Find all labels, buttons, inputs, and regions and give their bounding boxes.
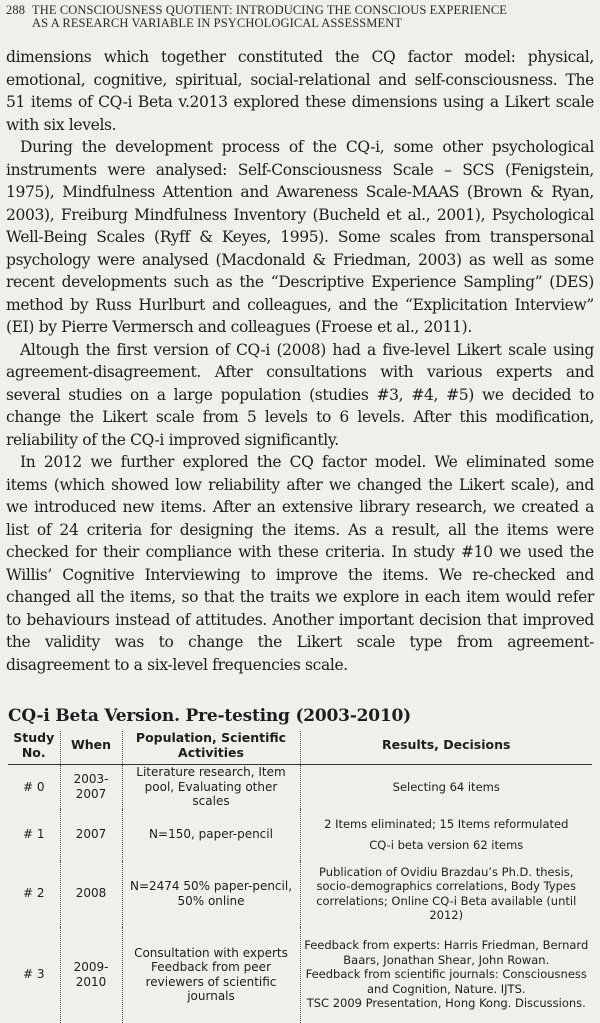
column-header-when: When [60, 731, 122, 765]
result-line: Feedback from scientific journals: Consciousness and Cognition, Nature. IJTS. [305, 967, 587, 996]
paragraph: During the development process of the CQ-i, some other psychological instruments were analysed: Self-Consciousness Scale – SCS (Fenigstein, 1975), Mindfulness Attention and Awareness Scale-MAAS (Brown & Ryan, 2003), Freiburg Mindfulness Inventory (Bucheld et al., 2001), Psychological Well-Being Scales (Ryff & Keyes, 1995). Some scales from transpersonal psychology were analysed (Macdonald & Friedman, 2003) as well as some recent developments such as the “Descriptive Experience Sampling” (DES) method by Russ Hurlburt and colleagues, and the “Explicitation Interview” (EI) by Pierre Vermersch and colleagues (Froese et al., 2011). [6, 138, 594, 336]
study-when: 2003-2007 [60, 765, 122, 809]
table-header-row [8, 731, 592, 765]
column-header-results: Results, Decisions [300, 731, 592, 765]
paragraph: Altough the first version of CQ-i (2008) had a five-level Likert scale using agreement-disagreement. After consultations with various experts and several studies on a large population (studies #3, #4, #5) we decided to change the Likert scale from 5 levels to 6 levels. After this modification, reliability of the CQ-i improved significantly. [6, 340, 594, 449]
study-results [300, 809, 592, 861]
study-population: N=2474 50% paper-pencil, 50% online [122, 861, 300, 927]
table-row [8, 861, 592, 927]
result-line: CQ-i beta version 62 items [369, 837, 524, 852]
study-results: Publication of Ovidiu Brazdau’s Ph.D. thesis, socio-demographics correlations, Body Types correlations; Online CQ-i Beta available (until 2012) [300, 861, 592, 927]
body-text [6, 46, 594, 676]
study-results: Selecting 64 items [300, 765, 592, 809]
paragraph: dimensions which together constituted the CQ factor model: physical, emotional, cognitive, spiritual, social-relational and self-consciousness. The 51 items of CQ-i Beta v.2013 explored these dimensions using a Likert scale with six levels. [6, 48, 594, 134]
study-when: 2007 [60, 809, 122, 861]
study-when: 2009-2010 [60, 927, 122, 1023]
table-row [8, 927, 592, 1023]
running-title-line-1: THE CONSCIOUSNESS QUOTIENT: INTRODUCING THE CONSCIOUS EXPERIENCE [32, 3, 507, 17]
result-line: TSC 2009 Presentation, Hong Kong. Discussions. [306, 996, 586, 1011]
study-population [122, 927, 300, 1023]
study-number: # 3 [22, 967, 45, 982]
population-line: Feedback from peer reviewers of scientific journals [145, 960, 277, 1003]
table-title: CQ-i Beta Version. Pre-testing (2003-2010) [8, 706, 412, 726]
study-population: N=150, paper-pencil [122, 809, 300, 861]
paragraph: In 2012 we further explored the CQ factor model. We eliminated some items (which showed low reliability after we changed the Likert scale), and we introduced new items. After an extensive library research, we created a list of 24 criteria for designing the items. As a result, all the items were checked for their compliance with these criteria. In study #10 we used the Willis’ Cognitive Interviewing to improve the items. We re-checked and changed all the items, so that the traits we explore in each item would refer to behaviours instead of attitudes. Another important decision that improved the validity was to change the Likert scale type from agreement-disagreement to a six-level frequencies scale. [6, 453, 594, 674]
population-line: Consultation with experts [134, 945, 288, 960]
pretesting-table [8, 731, 592, 1023]
running-title-line-2: AS A RESEARCH VARIABLE IN PSYCHOLOGICAL ASSESSMENT [32, 16, 403, 30]
column-header-study: Study No. [8, 731, 60, 765]
column-header-population: Population, Scientific Activities [122, 731, 300, 765]
study-number: # 1 [22, 827, 45, 842]
study-results [300, 927, 592, 1023]
result-line: 2 Items eliminated; 15 Items reformulated [324, 817, 569, 831]
running-header [6, 4, 596, 30]
study-when: 2008 [60, 861, 122, 927]
study-population: Literature research, Item pool, Evaluating other scales [122, 765, 300, 809]
study-number: # 2 [22, 886, 45, 901]
result-line: Feedback from experts: Harris Friedman, Bernard Baars, Jonathan Shear, John Rowan. [304, 938, 589, 967]
page-number: 288 [6, 3, 26, 17]
table-row [8, 765, 592, 809]
study-number: # 0 [22, 779, 45, 794]
table-row [8, 809, 592, 861]
